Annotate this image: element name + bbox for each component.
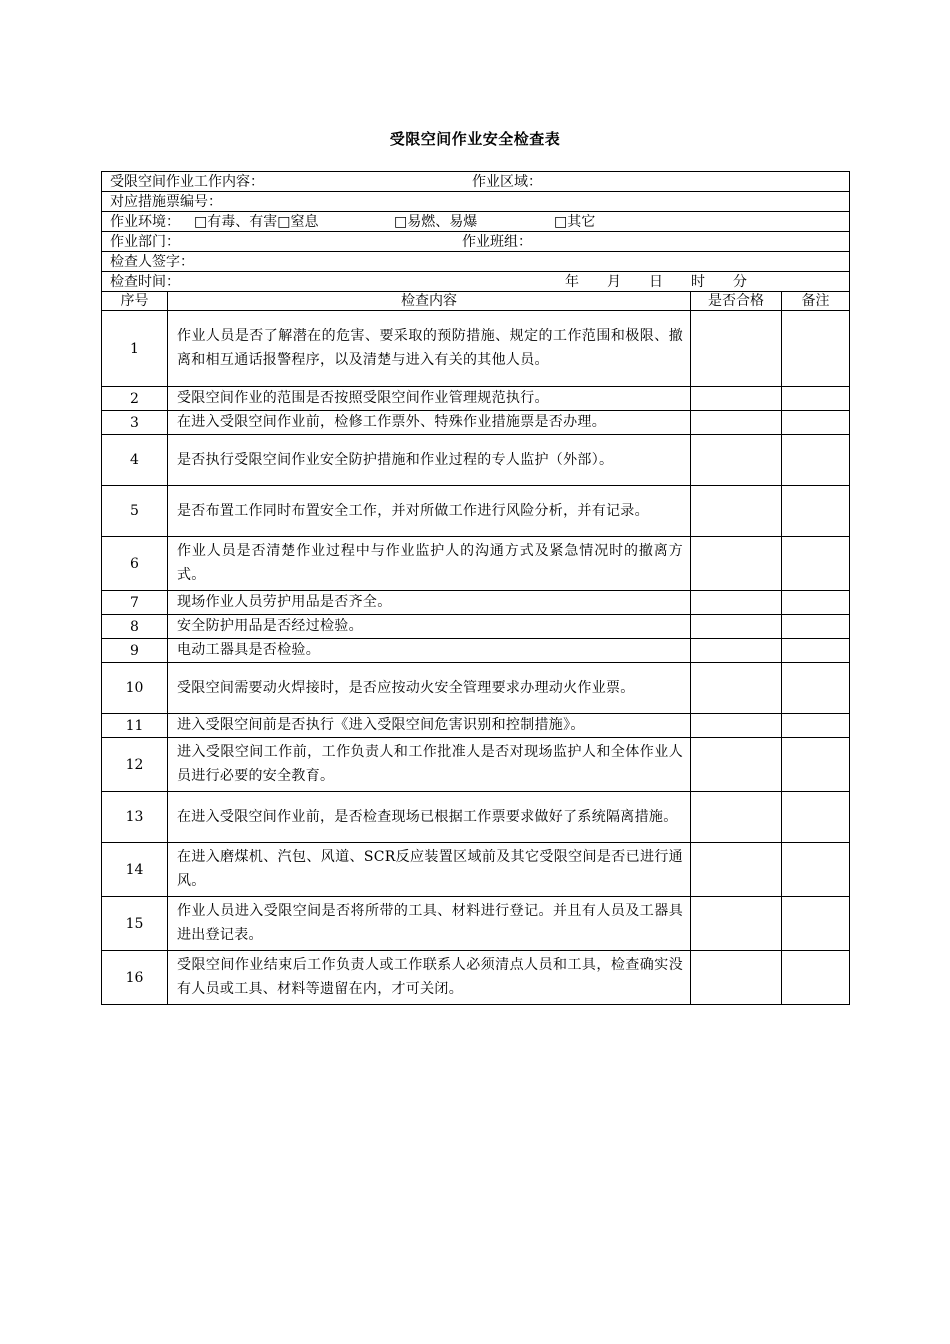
page-title: 受限空间作业安全检查表 xyxy=(389,130,561,148)
item-no: 11 xyxy=(102,714,168,738)
info-row-inspector xyxy=(102,252,850,272)
item-no: 16 xyxy=(102,951,168,1005)
table-row xyxy=(102,435,850,486)
pass-cell xyxy=(691,897,782,951)
item-content: 作业人员进入受限空间是否将所带的工具、材料进行登记。并且有人员及工器具进出登记表。 xyxy=(168,897,691,951)
pass-cell xyxy=(691,591,782,615)
inspection-table xyxy=(101,171,850,1005)
team-label: 作业班组： xyxy=(462,233,532,250)
item-no: 5 xyxy=(102,486,168,537)
table-row xyxy=(102,951,850,1005)
info-row-work-content xyxy=(102,172,850,192)
item-content: 进入受限空间前是否执行《进入受限空间危害识别和控制措施》。 xyxy=(168,714,691,738)
pass-cell xyxy=(691,486,782,537)
remark-cell xyxy=(782,411,850,435)
table-row xyxy=(102,311,850,387)
remark-cell xyxy=(782,537,850,591)
env-option-flammable: □易燃、易爆 xyxy=(394,213,478,230)
table-row xyxy=(102,615,850,639)
table-header-row xyxy=(102,292,850,311)
table-row xyxy=(102,843,850,897)
table-row xyxy=(102,792,850,843)
table-row xyxy=(102,387,850,411)
item-content: 安全防护用品是否经过检验。 xyxy=(168,615,691,639)
info-row-environment xyxy=(102,212,850,232)
item-no: 9 xyxy=(102,639,168,663)
time-hour: 时 xyxy=(691,273,705,290)
remark-cell xyxy=(782,663,850,714)
item-content: 作业人员是否了解潜在的危害、要采取的预防措施、规定的工作范围和极限、撤离和相互通话报警程序，以及清楚与进入有关的其他人员。 xyxy=(168,311,691,387)
item-content: 受限空间需要动火焊接时，是否应按动火安全管理要求办理动火作业票。 xyxy=(168,663,691,714)
item-no: 3 xyxy=(102,411,168,435)
pass-cell xyxy=(691,792,782,843)
header-pass: 是否合格 xyxy=(691,292,782,311)
remark-cell xyxy=(782,591,850,615)
info-row-department xyxy=(102,232,850,252)
permit-no-label: 对应措施票编号： xyxy=(110,193,222,210)
header-content: 检查内容 xyxy=(168,292,691,311)
remark-cell xyxy=(782,639,850,663)
item-content: 作业人员是否清楚作业过程中与作业监护人的沟通方式及紧急情况时的撤离方式。 xyxy=(168,537,691,591)
remark-cell xyxy=(782,311,850,387)
pass-cell xyxy=(691,951,782,1005)
work-area-label: 作业区域： xyxy=(472,173,542,190)
item-no: 8 xyxy=(102,615,168,639)
time-month: 月 xyxy=(607,273,621,290)
info-row-permit-no xyxy=(102,192,850,212)
pass-cell xyxy=(691,714,782,738)
remark-cell xyxy=(782,714,850,738)
remark-cell xyxy=(782,897,850,951)
time-label: 检查时间： xyxy=(110,273,180,290)
pass-cell xyxy=(691,738,782,792)
table-row xyxy=(102,486,850,537)
table-row xyxy=(102,411,850,435)
table-row xyxy=(102,639,850,663)
table-row xyxy=(102,591,850,615)
item-content: 在进入受限空间作业前，是否检查现场已根据工作票要求做好了系统隔离措施。 xyxy=(168,792,691,843)
item-no: 7 xyxy=(102,591,168,615)
pass-cell xyxy=(691,639,782,663)
item-no: 12 xyxy=(102,738,168,792)
remark-cell xyxy=(782,486,850,537)
item-no: 15 xyxy=(102,897,168,951)
item-content: 在进入受限空间作业前，检修工作票外、特殊作业措施票是否办理。 xyxy=(168,411,691,435)
item-no: 10 xyxy=(102,663,168,714)
info-row-time xyxy=(102,272,850,292)
env-option-toxic: □有毒、有害□窒息 xyxy=(194,213,319,230)
pass-cell xyxy=(691,663,782,714)
table-row xyxy=(102,663,850,714)
pass-cell xyxy=(691,843,782,897)
item-no: 1 xyxy=(102,311,168,387)
item-no: 4 xyxy=(102,435,168,486)
item-no: 6 xyxy=(102,537,168,591)
pass-cell xyxy=(691,537,782,591)
remark-cell xyxy=(782,738,850,792)
remark-cell xyxy=(782,615,850,639)
item-content: 是否执行受限空间作业安全防护措施和作业过程的专人监护（外部）。 xyxy=(168,435,691,486)
remark-cell xyxy=(782,951,850,1005)
pass-cell xyxy=(691,387,782,411)
env-option-other: □其它 xyxy=(554,213,596,230)
item-content: 受限空间作业的范围是否按照受限空间作业管理规范执行。 xyxy=(168,387,691,411)
header-no: 序号 xyxy=(102,292,168,311)
table-row xyxy=(102,714,850,738)
remark-cell xyxy=(782,843,850,897)
remark-cell xyxy=(782,387,850,411)
header-remark: 备注 xyxy=(782,292,850,311)
work-content-label: 受限空间作业工作内容： xyxy=(110,173,264,190)
pass-cell xyxy=(691,411,782,435)
item-no: 2 xyxy=(102,387,168,411)
remark-cell xyxy=(782,435,850,486)
inspector-label: 检查人签字： xyxy=(110,253,194,270)
time-day: 日 xyxy=(649,273,663,290)
item-no: 14 xyxy=(102,843,168,897)
item-content: 在进入磨煤机、汽包、风道、SCR反应装置区域前及其它受限空间是否已进行通风。 xyxy=(168,843,691,897)
table-row xyxy=(102,897,850,951)
pass-cell xyxy=(691,435,782,486)
env-label: 作业环境： xyxy=(110,213,180,230)
item-content: 受限空间作业结束后工作负责人或工作联系人必须清点人员和工具，检查确实没有人员或工具、材料等遗留在内，才可关闭。 xyxy=(168,951,691,1005)
item-content: 电动工器具是否检验。 xyxy=(168,639,691,663)
item-content: 进入受限空间工作前，工作负责人和工作批准人是否对现场监护人和全体作业人员进行必要的安全教育。 xyxy=(168,738,691,792)
remark-cell xyxy=(782,792,850,843)
pass-cell xyxy=(691,615,782,639)
item-content: 现场作业人员劳护用品是否齐全。 xyxy=(168,591,691,615)
table-row xyxy=(102,738,850,792)
dept-label: 作业部门： xyxy=(110,233,180,250)
item-no: 13 xyxy=(102,792,168,843)
time-year: 年 xyxy=(565,273,579,290)
pass-cell xyxy=(691,311,782,387)
item-content: 是否布置工作同时布置安全工作，并对所做工作进行风险分析，并有记录。 xyxy=(168,486,691,537)
time-minute: 分 xyxy=(733,273,747,290)
table-row xyxy=(102,537,850,591)
